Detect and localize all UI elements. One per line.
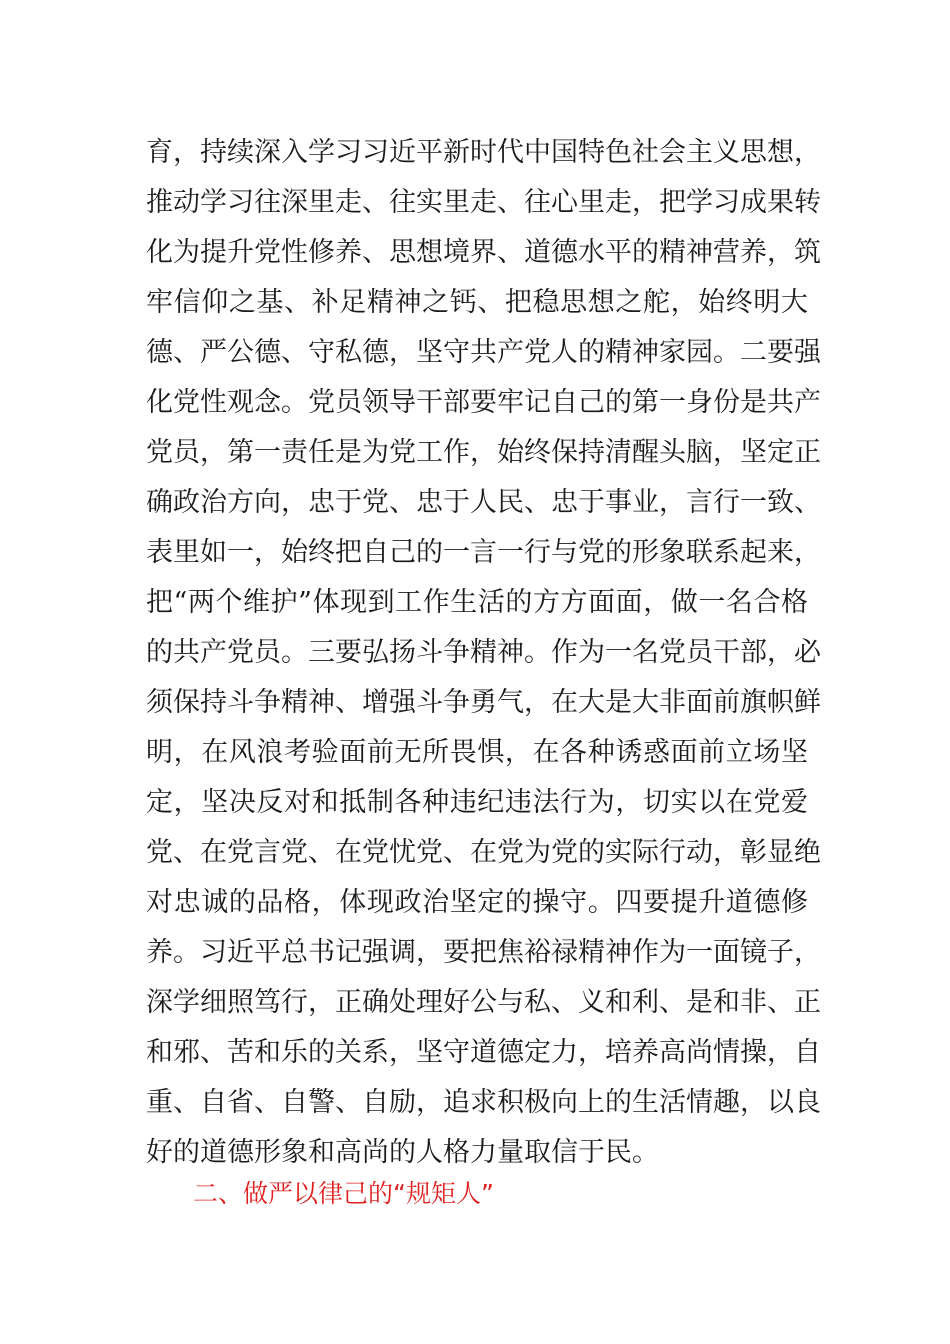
paragraph-line: 育，持续深入学习习近平新时代中国特色社会主义思想， (146, 137, 821, 168)
paragraph-line: 好的道德形象和高尚的人格力量取信于民。 (146, 1137, 659, 1168)
paragraph-line: 的共产党员。三要弘扬斗争精神。作为一名党员干部，必 (146, 637, 821, 668)
paragraph-line: 德、严公德、守私德，坚守共产党人的精神家园。二要强 (146, 337, 821, 368)
paragraph-line: 和邪、苦和乐的关系，坚守道德定力，培养高尚情操，自 (146, 1037, 821, 1068)
paragraph-line: 深学细照笃行，正确处理好公与私、义和利、是和非、正 (146, 987, 821, 1018)
paragraph-line: 牢信仰之基、补足精神之钙、把稳思想之舵，始终明大 (146, 287, 808, 318)
paragraph-line: 养。习近平总书记强调，要把焦裕禄精神作为一面镜子， (146, 937, 821, 968)
paragraph-line: 重、自省、自警、自励，追求积极向上的生活情趣，以良 (146, 1087, 821, 1118)
paragraph-line: 对忠诚的品格，体现政治坚定的操守。四要提升道德修 (146, 887, 808, 918)
paragraph-line: 确政治方向，忠于党、忠于人民、忠于事业，言行一致、 (146, 487, 821, 518)
paragraph-line: 推动学习往深里走、往实里走、往心里走，把学习成果转 (146, 187, 821, 218)
paragraph-line: 化为提升党性修养、思想境界、道德水平的精神营养，筑 (146, 237, 821, 268)
section-heading: 二、做严以律己的“规矩人” (193, 1179, 494, 1208)
paragraph-line: 表里如一，始终把自己的一言一行与党的形象联系起来， (146, 537, 821, 568)
paragraph-line: 明，在风浪考验面前无所畏惧，在各种诱惑面前立场坚 (146, 737, 808, 768)
body-paragraph (146, 128, 821, 1178)
paragraph-line: 须保持斗争精神、增强斗争勇气，在大是大非面前旗帜鲜 (146, 687, 821, 718)
paragraph-line: 定，坚决反对和抵制各种违纪违法行为，切实以在党爱 (146, 787, 808, 818)
paragraph-line: 把“两个维护”体现到工作生活的方方面面，做一名合格 (146, 587, 808, 618)
paragraph-line: 党员，第一责任是为党工作，始终保持清醒头脑，坚定正 (146, 437, 821, 468)
paragraph-line: 化党性观念。党员领导干部要牢记自己的第一身份是共产 (146, 387, 821, 418)
paragraph-line: 党、在党言党、在党忧党、在党为党的实际行动，彰显绝 (146, 837, 821, 868)
